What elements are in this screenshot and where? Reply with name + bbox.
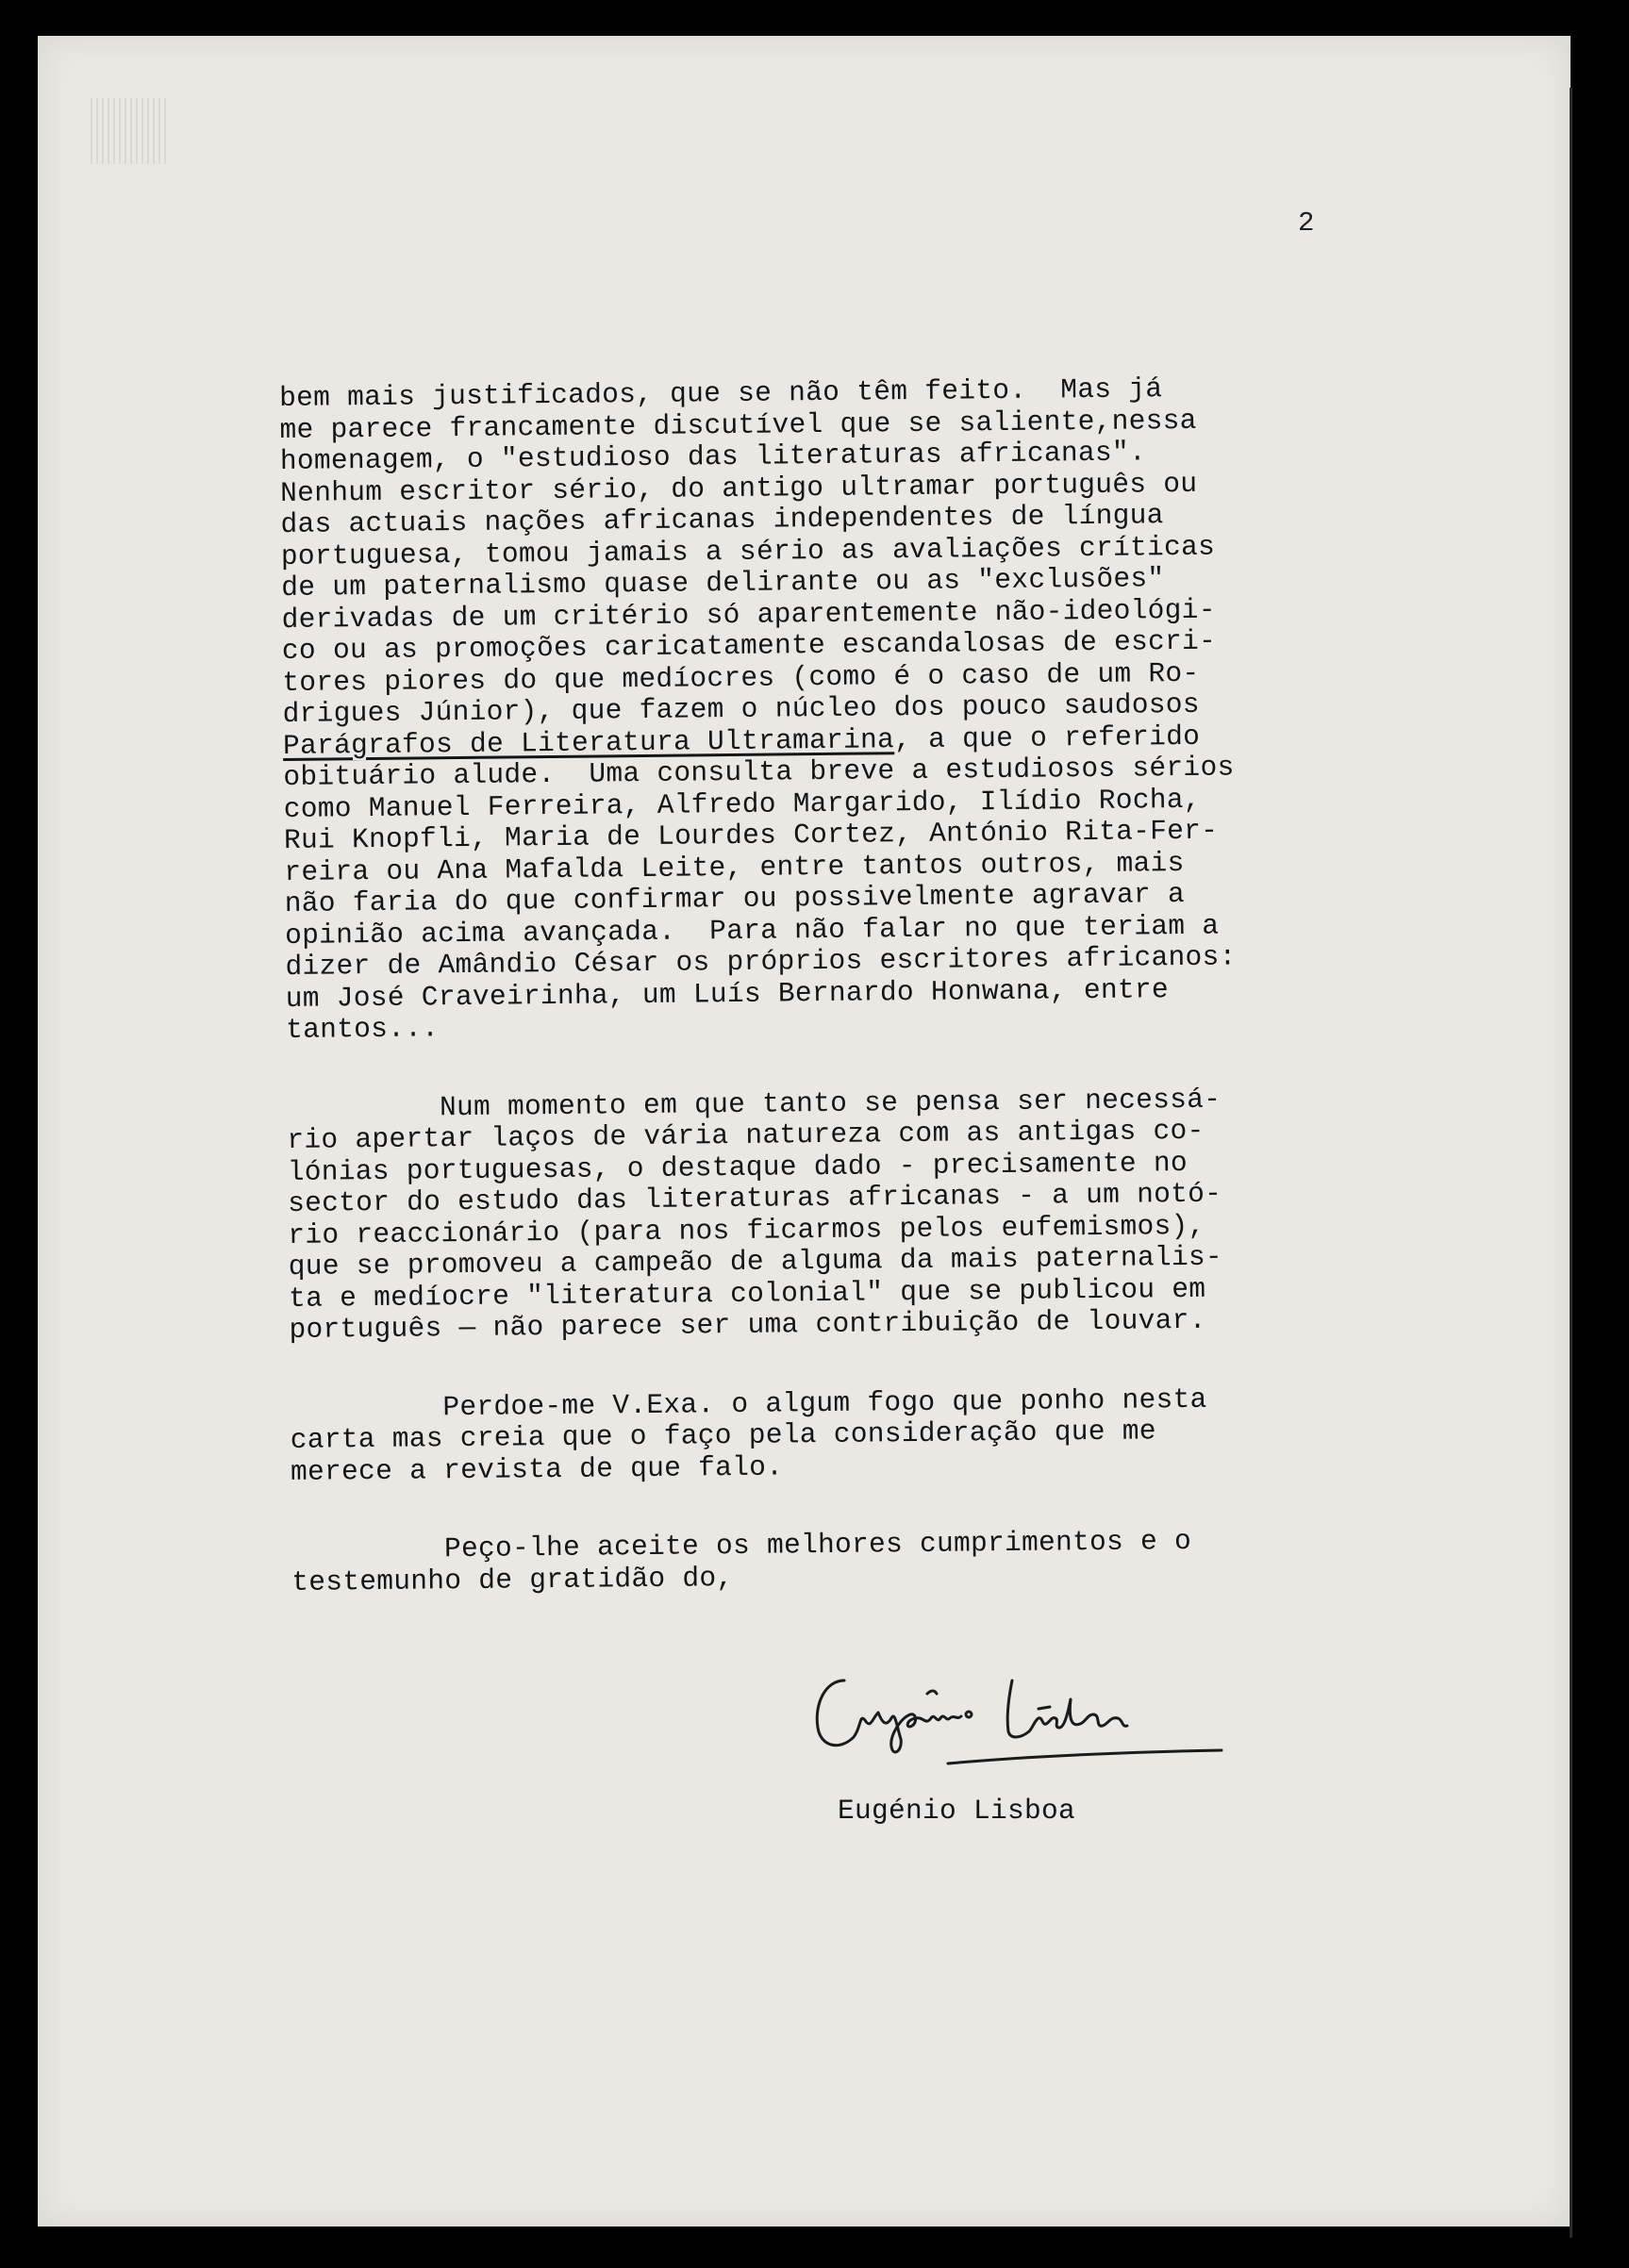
text-line: co ou as promoções caricatamente escandalosas de escri- <box>281 624 1217 667</box>
text-line: das actuais nações africanas independentes de língua <box>280 499 1164 540</box>
underlined-book-title: Parágrafos de Literatura Ultramarina <box>282 722 895 762</box>
text-line: de um paternalismo quase delirante ou as "exclusões" <box>281 562 1165 604</box>
text-line: merece a revista de que falo. <box>290 1449 784 1488</box>
text-line: Nenhum escritor sério, do antigo ultramar português ou <box>280 467 1198 509</box>
text-line: tores piores do que medíocres (como é o caso de um Ro- <box>282 656 1200 699</box>
text-line: como Manuel Ferreira, Alfredo Margarido, Ilídio Rocha, <box>283 783 1202 825</box>
page-number: 2 <box>1298 207 1315 239</box>
text-line: sector do estudo das literaturas africanas - a um notó- <box>287 1177 1222 1219</box>
text-line: carta mas creia que o faço pela consideração que me <box>290 1415 1157 1456</box>
paragraph-4 <box>291 1523 1415 1598</box>
text-line: me parece francamente discutível que se saliente,nessa <box>279 404 1197 446</box>
text-line: homenagem, o "estudioso das literaturas africanas". <box>279 436 1147 477</box>
paragraph-1 <box>279 372 1408 1047</box>
text-line: portuguesa, tomou jamais a sério as avaliações críticas <box>280 530 1216 572</box>
text-line: ta e medíocre "literatura colonial" que se publicou em <box>288 1272 1206 1315</box>
text-line: Peço-lhe aceite os melhores cumprimentos e o <box>291 1524 1192 1566</box>
text-after-title: , a que o referido <box>893 720 1201 755</box>
text-line: drigues Júnior), que fazem o núcleo dos pouco saudosos <box>282 687 1200 730</box>
paragraph-3 <box>290 1382 1413 1488</box>
text-line: dizer de Amândio César os próprios escritores africanos: <box>285 940 1237 983</box>
paper-stain <box>91 98 166 164</box>
text-line: opinião acima avançada. Para não falar no que teriam a <box>284 909 1220 952</box>
handwritten-signature <box>806 1652 1240 1775</box>
text-line: reira ou Ana Mafalda Leite, entre tantos outros, mais <box>284 846 1185 888</box>
text-line: um José Craveirinha, um Luís Bernardo Honwana, entre <box>285 972 1170 1015</box>
page-edge-line <box>1570 88 1572 2238</box>
text-line: não faria do que confirmar ou possivelmente agravar a <box>284 877 1186 919</box>
text-line: lónias portuguesas, o destaque dado - precisamente no <box>287 1146 1189 1188</box>
text-line: Num momento em que tanto se pensa ser necessá- <box>286 1083 1222 1125</box>
text-line: bem mais justificados, que se não têm feito. Mas já <box>278 372 1163 414</box>
text-line: obituário alude. Uma consulta breve a estudiosos sérios <box>283 751 1235 793</box>
text-line: tantos... <box>286 1012 440 1046</box>
text-line: rio apertar laços de vária natureza com as antigas co- <box>287 1114 1205 1156</box>
paragraph-2 <box>287 1082 1412 1346</box>
text-line: português — não parece ser uma contribuição de louvar. <box>289 1303 1206 1346</box>
signer-name: Eugénio Lisboa <box>838 1795 1076 1827</box>
letter-body <box>279 372 1414 1598</box>
text-line: que se promoveu a campeão de alguma da mais paternalis- <box>288 1240 1223 1283</box>
text-line: Perdoe-me V.Exa. o algum fogo que ponho nesta <box>290 1382 1207 1425</box>
text-line: Rui Knopfli, Maria de Lourdes Cortez, António Rita-Fer- <box>283 814 1219 856</box>
text-line: testemunho de gratidão do, <box>291 1561 734 1598</box>
text-line: derivadas de um critério só aparentemente não-ideológi- <box>281 593 1216 636</box>
text-line: rio reaccionário (para nos ficarmos pelos eufemismos), <box>288 1209 1205 1251</box>
